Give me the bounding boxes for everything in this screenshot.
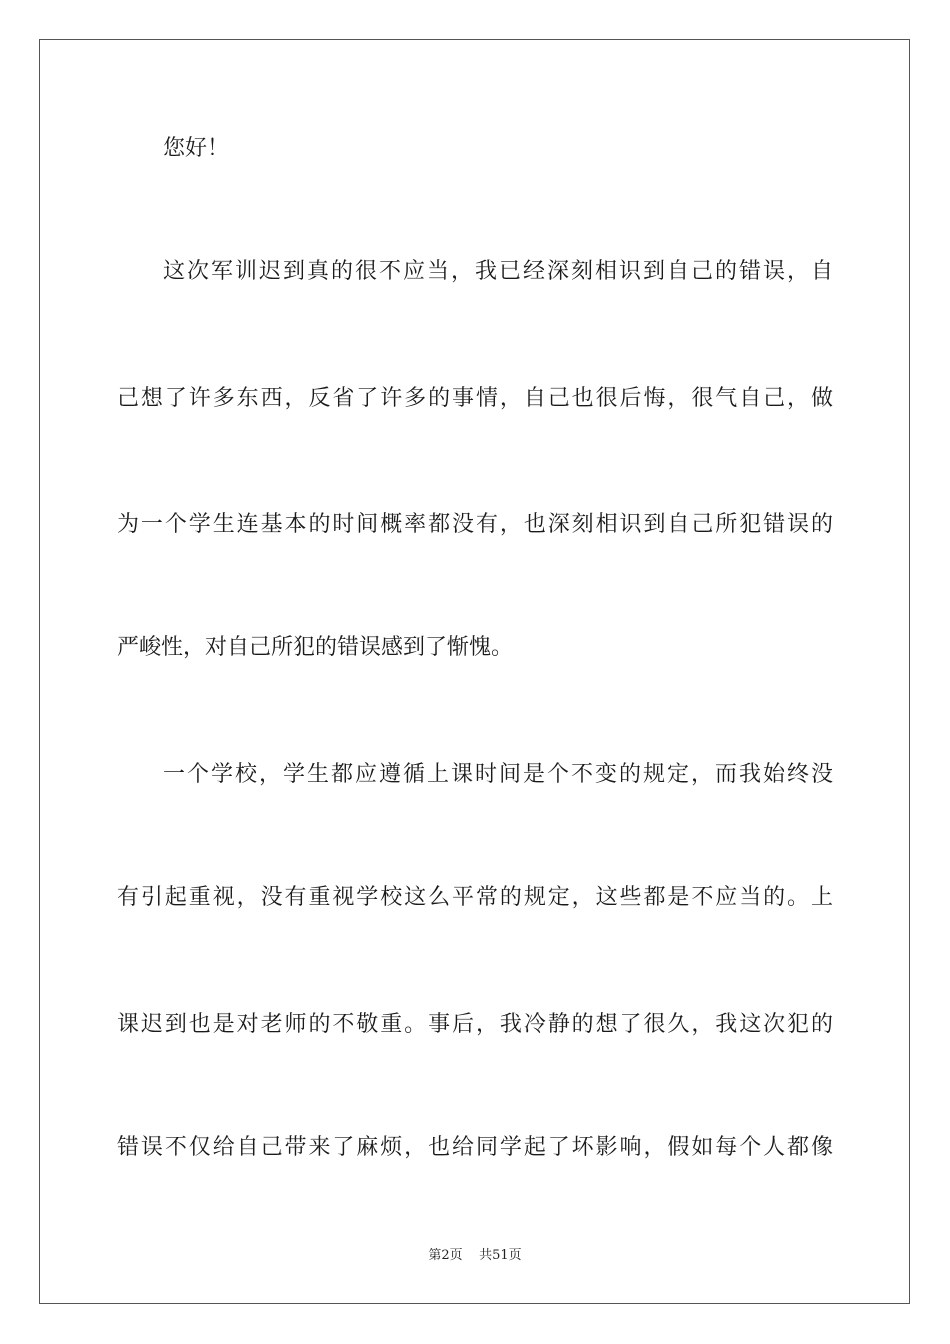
paragraph-1-line-1: 这次军训迟到真的很不应当，我已经深刻相识到自己的错误，自: [163, 259, 833, 284]
paragraph-1-line-3: 为一个学生连基本的时间概率都没有，也深刻相识到自己所犯错误的: [117, 512, 833, 537]
page-total: 共51页: [479, 1248, 522, 1263]
paragraph-2-line-3: 课迟到也是对老师的不敬重。事后，我冷静的想了很久，我这次犯的: [117, 1012, 833, 1037]
paragraph-1-line-4: 严峻性，对自己所犯的错误感到了惭愧。: [117, 635, 514, 660]
paragraph-1-line-2: 己想了许多东西，反省了许多的事情，自己也很后悔，很气自己，做: [117, 386, 833, 411]
page-footer: [0, 1247, 950, 1265]
greeting-line: 您好！: [163, 136, 230, 161]
paragraph-2-line-4: 错误不仅给自己带来了麻烦，也给同学起了坏影响，假如每个人都像: [117, 1135, 833, 1160]
paragraph-2-line-2: 有引起重视，没有重视学校这么平常的规定，这些都是不应当的。上: [117, 885, 833, 910]
page-number: 第2页: [428, 1248, 463, 1263]
page-frame: [39, 39, 910, 1304]
paragraph-2-line-1: 一个学校，学生都应遵循上课时间是个不变的规定，而我始终没: [163, 762, 833, 787]
